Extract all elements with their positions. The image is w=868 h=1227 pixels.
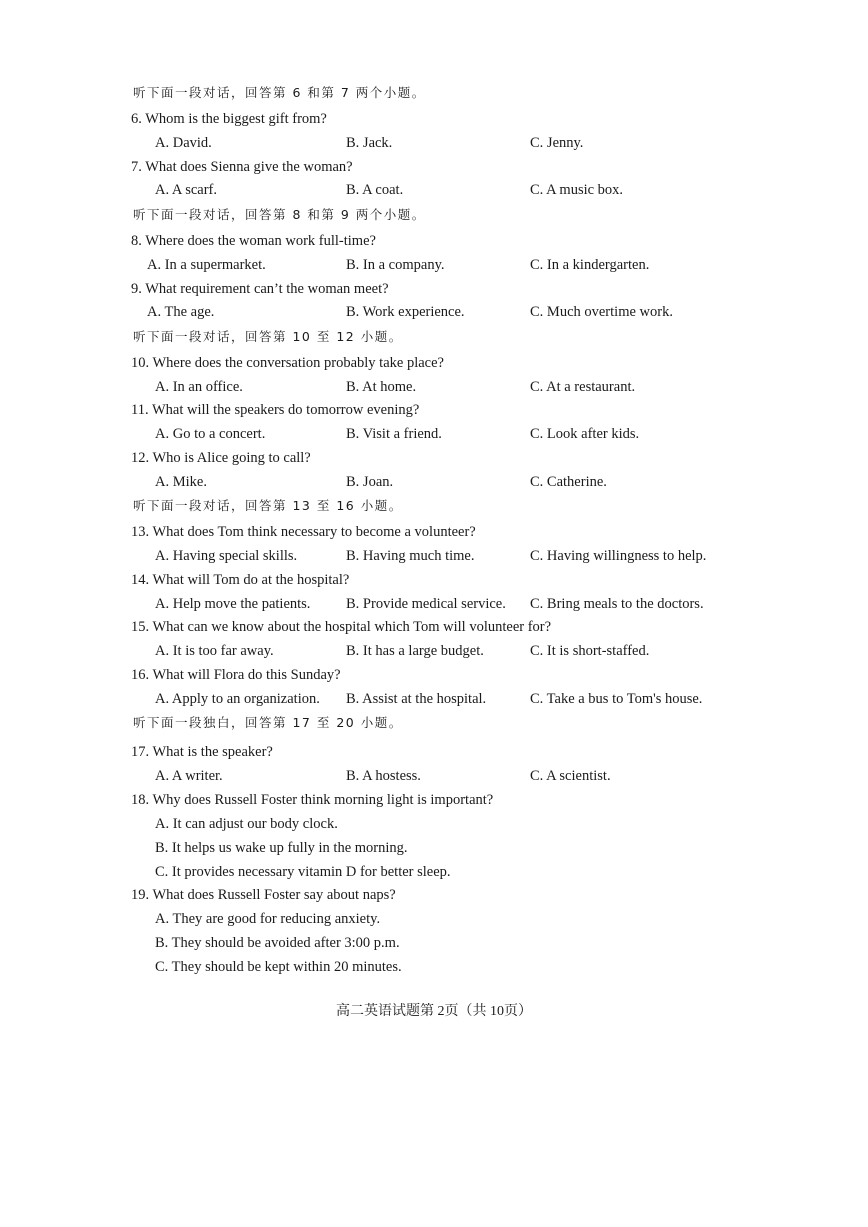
option-b[interactable]: B. A coat.: [346, 182, 404, 198]
section-heading: 听下面一段对话，回答第 10 至 12 小题。: [133, 329, 403, 344]
option-c[interactable]: C. A scientist.: [530, 768, 611, 784]
option-c[interactable]: C. Much overtime work.: [530, 304, 673, 320]
option-a[interactable]: A. It is too far away.: [155, 643, 274, 659]
question-7: 7. What does Sienna give the woman?: [131, 159, 353, 175]
option-a[interactable]: A. In an office.: [155, 379, 243, 395]
option-a[interactable]: A. In a supermarket.: [147, 257, 266, 273]
section-heading: 听下面一段对话，回答第 6 和第 7 两个小题。: [133, 85, 426, 100]
option-c[interactable]: C. Look after kids.: [530, 426, 640, 442]
option-c[interactable]: C. At a restaurant.: [530, 379, 636, 395]
option-b[interactable]: B. Jack.: [346, 135, 393, 151]
option-a[interactable]: A. A scarf.: [155, 182, 218, 198]
option-a[interactable]: A. Apply to an organization.: [155, 691, 320, 707]
option-c[interactable]: C. A music box.: [530, 182, 624, 198]
option-a[interactable]: A. Having special skills.: [155, 548, 298, 564]
option-a[interactable]: A. Mike.: [155, 474, 207, 490]
option-a[interactable]: A. Go to a concert.: [155, 426, 266, 442]
question-8: 8. Where does the woman work full-time?: [131, 233, 376, 249]
question-15: 15. What can we know about the hospital which Tom will volunteer for?: [131, 619, 552, 635]
option-b[interactable]: B. Joan.: [346, 474, 394, 490]
option-a[interactable]: A. A writer.: [155, 768, 223, 784]
question-11: 11. What will the speakers do tomorrow evening?: [131, 402, 420, 418]
section-heading: 听下面一段对话，回答第 8 和第 9 两个小题。: [133, 207, 426, 222]
option-c[interactable]: C. Jenny.: [530, 135, 584, 151]
option-b[interactable]: B. Provide medical service.: [346, 596, 506, 612]
option-b[interactable]: B. It has a large budget.: [346, 643, 484, 659]
option-a[interactable]: A. David.: [155, 135, 212, 151]
option-b[interactable]: B. Work experience.: [346, 304, 465, 320]
option-c[interactable]: C. In a kindergarten.: [530, 257, 650, 273]
option-b[interactable]: B. A hostess.: [346, 768, 421, 784]
option-c[interactable]: C. Bring meals to the doctors.: [530, 596, 704, 612]
option-a[interactable]: A. It can adjust our body clock.: [155, 816, 338, 832]
option-c[interactable]: C. Having willingness to help.: [530, 548, 707, 564]
question-14: 14. What will Tom do at the hospital?: [131, 572, 350, 588]
question-6: 6. Whom is the biggest gift from?: [131, 111, 327, 127]
option-c[interactable]: C. It is short-staffed.: [530, 643, 650, 659]
question-12: 12. Who is Alice going to call?: [131, 450, 311, 466]
question-10: 10. Where does the conversation probably take place?: [131, 355, 444, 371]
option-c[interactable]: C. Take a bus to Tom's house.: [530, 691, 703, 707]
section-heading: 听下面一段对话，回答第 13 至 16 小题。: [133, 498, 403, 513]
option-b[interactable]: B. They should be avoided after 3:00 p.m.: [155, 935, 400, 951]
option-b[interactable]: B. At home.: [346, 379, 417, 395]
question-9: 9. What requirement can’t the woman meet?: [131, 281, 389, 297]
option-b[interactable]: B. In a company.: [346, 257, 445, 273]
option-a[interactable]: A. The age.: [147, 304, 215, 320]
option-c[interactable]: C. Catherine.: [530, 474, 607, 490]
question-18: 18. Why does Russell Foster think morning light is important?: [131, 792, 494, 808]
option-b[interactable]: B. Having much time.: [346, 548, 475, 564]
page-footer: 高二英语试题第 2页（共 10页）: [336, 1004, 532, 1019]
option-b[interactable]: B. It helps us wake up fully in the morning.: [155, 840, 408, 856]
question-17: 17. What is the speaker?: [131, 744, 273, 760]
option-a[interactable]: A. Help move the patients.: [155, 596, 311, 612]
option-b[interactable]: B. Assist at the hospital.: [346, 691, 487, 707]
question-19: 19. What does Russell Foster say about naps?: [131, 887, 396, 903]
question-16: 16. What will Flora do this Sunday?: [131, 667, 341, 683]
question-13: 13. What does Tom think necessary to become a volunteer?: [131, 524, 476, 540]
option-c[interactable]: C. It provides necessary vitamin D for better sleep.: [155, 864, 451, 880]
section-heading: 听下面一段独白，回答第 17 至 20 小题。: [133, 715, 403, 730]
option-c[interactable]: C. They should be kept within 20 minutes.: [155, 959, 402, 975]
option-b[interactable]: B. Visit a friend.: [346, 426, 442, 442]
option-a[interactable]: A. They are good for reducing anxiety.: [155, 911, 381, 927]
